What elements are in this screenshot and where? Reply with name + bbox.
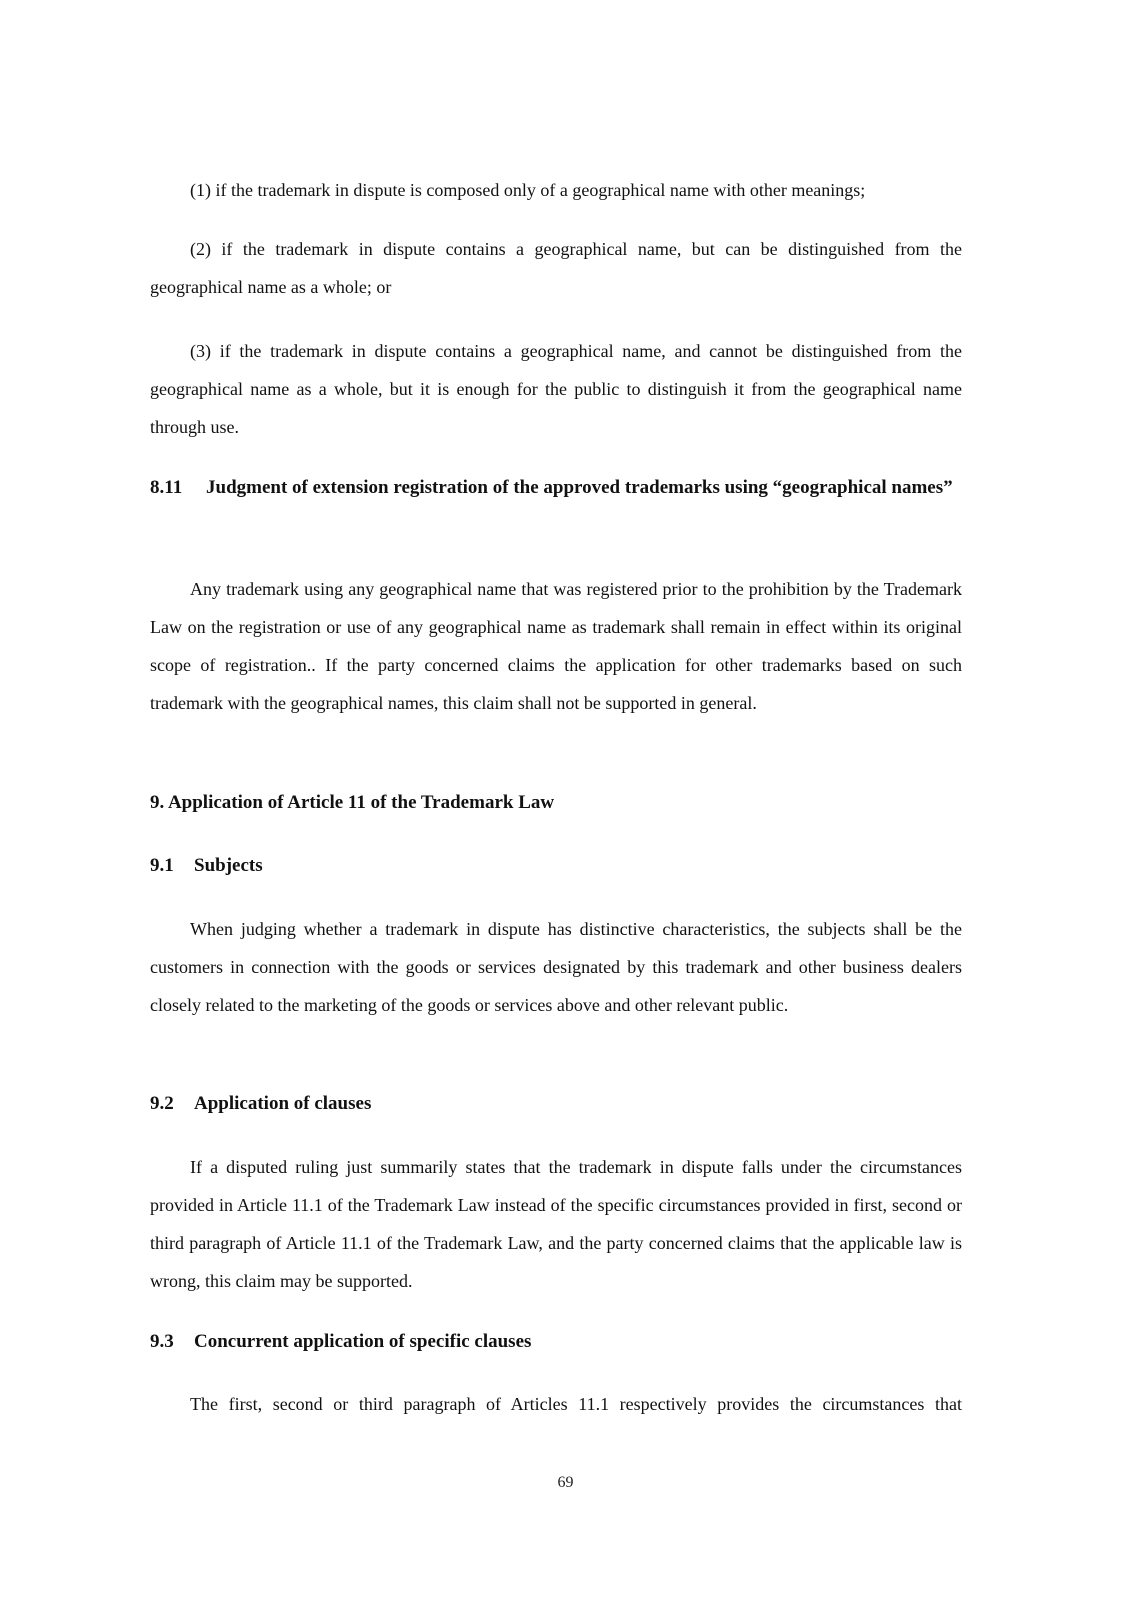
section-title: Judgment of extension registration of the approved trademarks using “geographical names” (206, 477, 953, 498)
section-number: 9.3 (150, 1331, 174, 1352)
list-item-3 (150, 332, 962, 446)
paragraph-body: When judging whether a trademark in dispute has distinctive characteristics, the subjects shall be the customers in connection with the goods or services designated by this trademark and other business dealers closely related to the marketing of the goods or services above and other relevant public. (150, 919, 962, 1015)
section-heading-9-2 (150, 1085, 962, 1123)
section-body-9-2 (150, 1148, 962, 1300)
list-item-2 (150, 230, 962, 306)
page-number: 69 (557, 1474, 574, 1491)
section-body-8-11 (150, 570, 962, 722)
paragraph-body: If a disputed ruling just summarily states that the trademark in dispute falls under the circumstances provided in Article 11.1 of the Trademark Law instead of the specific circumstances provided in first, second or third paragraph of Article 11.1 of the Trademark Law, and the party concerned claims that the applicable law is wrong, this claim may be supported. (150, 1157, 962, 1291)
paragraph-body: The first, second or third paragraph of Articles 11.1 respectively provides the circumstances that (190, 1394, 962, 1414)
section-number: 9.2 (150, 1093, 174, 1114)
section-title: Subjects (194, 855, 263, 876)
section-title: Application of clauses (194, 1093, 372, 1114)
section-number: 9.1 (150, 855, 174, 876)
section-heading-9-3 (150, 1323, 962, 1361)
section-body-9-1 (150, 910, 962, 1024)
section-title: Concurrent application of specific clauses (194, 1331, 532, 1352)
section-body-9-3 (150, 1385, 962, 1423)
section-number: 8.11 (150, 477, 183, 498)
section-title: 9. Application of Article 11 of the Trademark Law (150, 792, 555, 813)
paragraph-item-1: (1) if the trademark in dispute is composed only of a geographical name with other meanings; (190, 180, 866, 200)
paragraph-item-2: (2) if the trademark in dispute contains a geographical name, but can be distinguished from the geographical name as a whole; or (150, 239, 962, 297)
section-heading-9 (150, 784, 962, 822)
list-item-1 (150, 171, 962, 209)
paragraph-body: Any trademark using any geographical name that was registered prior to the prohibition by the Trademark Law on the registration or use of any geographical name as trademark shall remain in effect within its original scope of registration.. If the party concerned claims the application for other trademarks based on such trademark with the geographical names, this claim shall not be supported in general. (150, 579, 962, 713)
paragraph-item-3: (3) if the trademark in dispute contains a geographical name, and cannot be distinguished from the geographical name as a whole, but it is enough for the public to distinguish it from the geographical name through use. (150, 341, 962, 437)
section-heading-8-11 (150, 469, 962, 507)
section-heading-9-1 (150, 847, 962, 885)
